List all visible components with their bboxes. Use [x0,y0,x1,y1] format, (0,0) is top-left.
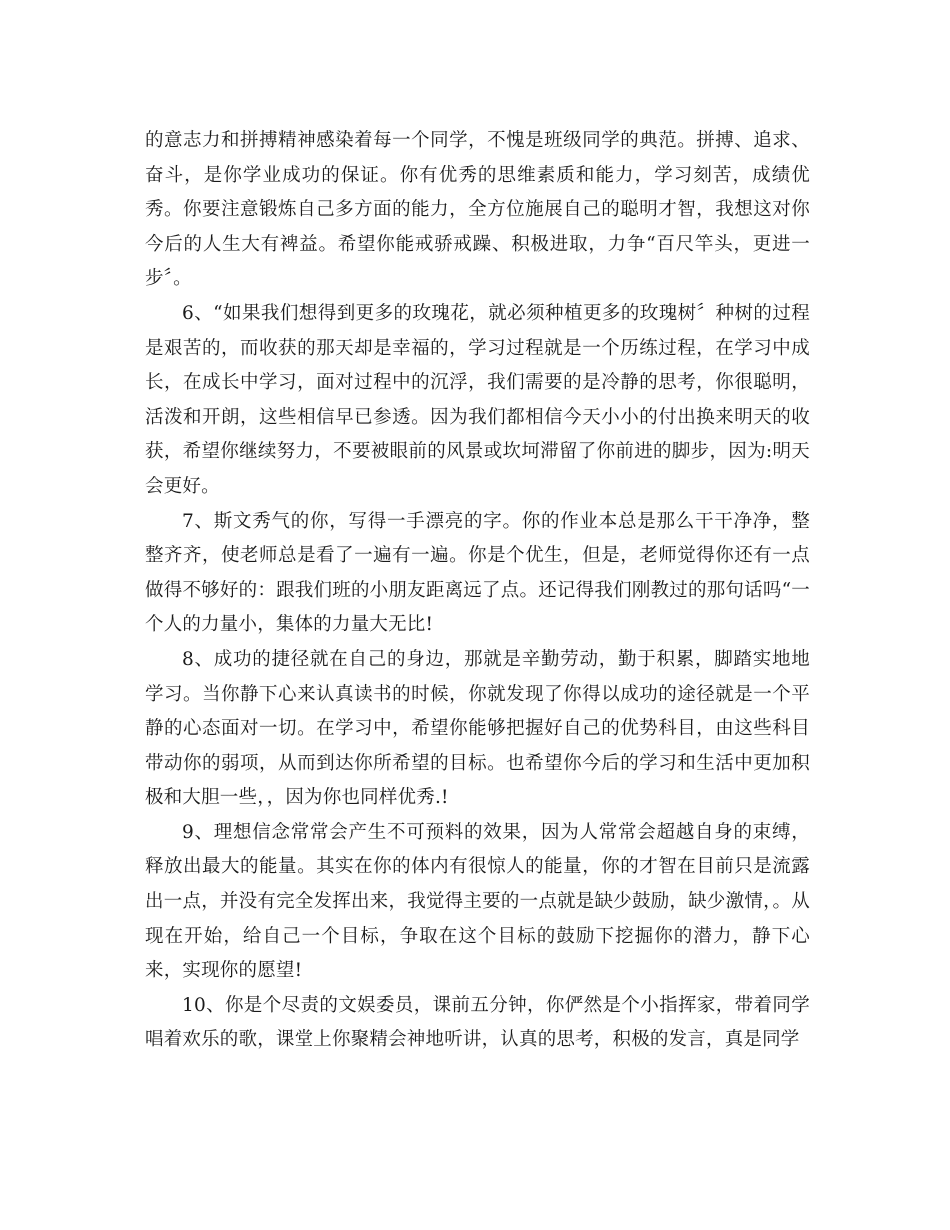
paragraph-7: 7、斯文秀气的你，写得一手漂亮的字。你的作业本总是那么干干净净，整整齐齐，使老师总是看了一遍有一遍。你是个优生，但是，老师觉得你还有一点做得不够好的：跟我们班的小朋友距离远了点。还记得我们刚教过的那句话吗“一个人的力量小，集体的力量大无比! [145,510,810,636]
document-body [145,124,810,1058]
paragraph-8: 8、成功的捷径就在自己的身边，那就是辛勤劳动，勤于积累，脚踏实地地学习。当你静下心来认真读书的时候，你就发现了你得以成功的途径就是一个平静的心态面对一切。在学习中，希望你能够把握好自己的优势科目，由这些科目带动你的弱项，从而到达你所希望的目标。也希望你今后的学习和生活中更加积极和大胆一些，，因为你也同样优秀.! [145,648,810,809]
paragraph-10: 10、你是个尽责的文娱委员，课前五分钟，你俨然是个小指挥家，带着同学唱着欢乐的歌，课堂上你聚精会神地听讲，认真的思考，积极的发言，真是同学 [145,994,810,1051]
paragraph-continuation: 的意志力和拼搏精神感染着每一个同学，不愧是班级同学的典范。拼搏、追求、奋斗，是你学业成功的保证。你有优秀的思维素质和能力，学习刻苦，成绩优秀。你要注意锻炼自己多方面的能力，全方位施展自己的聪明才智，我想这对你今后的人生大有裨益。希望你能戒骄戒躁、积极进取，力争“百尺竿头，更进一步〞。 [145,130,810,290]
paragraph-9: 9、理想信念常常会产生不可预料的效果，因为人常常会超越自身的束缚，释放出最大的能量。其实在你的体内有很惊人的能量，你的才智在目前只是流露出一点，并没有完全发挥出来，我觉得主要的一点就是缺少鼓励，缺少激情，。从现在开始，给自己一个目标，争取在这个目标的鼓励下挖掘你的潜力，静下心来，实现你的愿望! [145,821,810,982]
paragraph-6: 6、“如果我们想得到更多的玫瑰花，就必须种植更多的玫瑰树〞种树的过程是艰苦的，而收获的那天却是幸福的，学习过程就是一个历练过程，在学习中成长，在成长中学习，面对过程中的沉浮，我们需要的是冷静的思考，你很聪明，活泼和开朗，这些相信早已参透。因为我们都相信今天小小的付出换来明天的收获，希望你继续努力，不要被眼前的风景或坎坷滞留了你前进的脚步，因为:明天会更好。 [145,302,810,497]
